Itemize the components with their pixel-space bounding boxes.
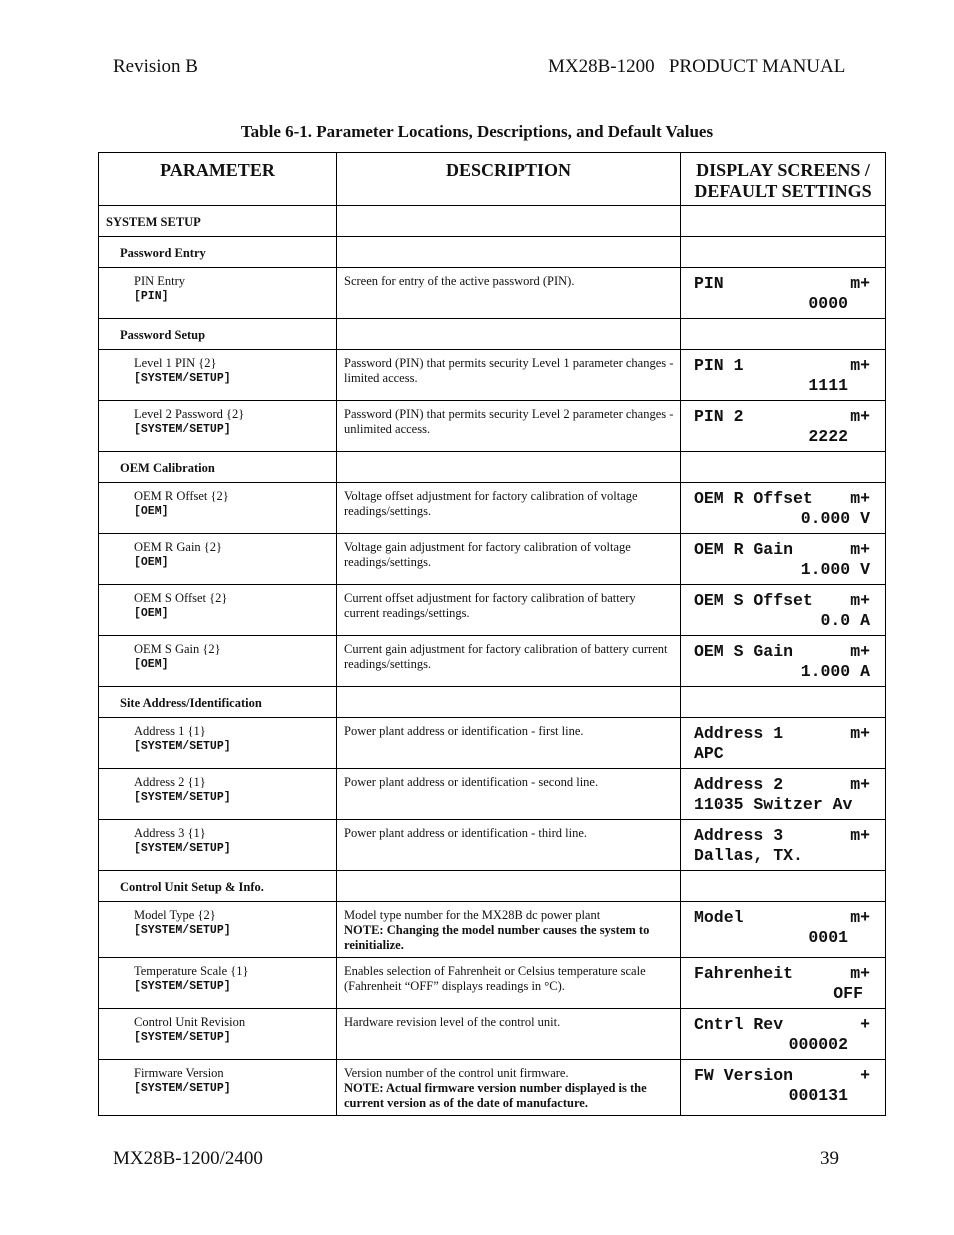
display-screen-cell xyxy=(681,585,886,636)
subsection-row xyxy=(99,452,886,483)
display-title: OEM R Gain xyxy=(694,540,794,559)
display-screen-cell xyxy=(681,483,886,534)
display-screen xyxy=(681,534,885,580)
display-title: OEM R Offset xyxy=(694,489,813,508)
table-body xyxy=(99,206,886,1116)
display-mode-indicator: m+ xyxy=(850,540,870,559)
display-line-1 xyxy=(694,826,870,846)
display-line-1 xyxy=(694,591,870,611)
description-text-block xyxy=(337,958,680,994)
subsection-title: OEM Calibration xyxy=(120,461,215,475)
display-screen xyxy=(681,820,885,866)
description-text: Hardware revision level of the control unit. xyxy=(344,1015,561,1029)
display-title: PIN xyxy=(694,274,724,293)
subsection-row xyxy=(99,237,886,268)
display-default-value: 000002 xyxy=(788,1035,848,1054)
description-text-block xyxy=(337,1060,680,1111)
footer-model: MX28B-1200/2400 xyxy=(113,1148,263,1169)
empty-description-cell xyxy=(337,319,681,350)
parameter-name xyxy=(99,718,336,754)
description-text: Power plant address or identification - second line. xyxy=(344,775,599,789)
header-manual-title: MX28B-1200 PRODUCT MANUAL xyxy=(548,56,846,77)
display-title: OEM S Gain xyxy=(694,642,794,661)
display-line-1 xyxy=(694,908,870,928)
description-cell xyxy=(337,718,681,769)
description-cell xyxy=(337,268,681,319)
description-text: Enables selection of Fahrenheit or Celsius temperature scale (Fahrenheit “OFF” displays readings in °C). xyxy=(344,964,646,993)
parameter-label: OEM R Offset {2} xyxy=(134,489,229,503)
subsection-row xyxy=(99,687,886,718)
description-text-block xyxy=(337,769,680,790)
display-line-1 xyxy=(694,407,870,427)
display-line-1 xyxy=(694,274,870,294)
parameter-label: Firmware Version xyxy=(134,1066,224,1080)
empty-description-cell xyxy=(337,452,681,483)
column-header-description: DESCRIPTION xyxy=(337,153,681,206)
description-text-block xyxy=(337,350,680,386)
parameter-table xyxy=(98,152,886,1116)
display-default-value: Dallas, TX. xyxy=(694,846,803,865)
display-title: Address 1 xyxy=(694,724,784,743)
empty-display-cell xyxy=(681,237,886,268)
display-line-1 xyxy=(694,642,870,662)
table-row xyxy=(99,534,886,585)
display-screen-cell xyxy=(681,769,886,820)
subsection-title: Control Unit Setup & Info. xyxy=(120,880,264,894)
subsection-title: Site Address/Identification xyxy=(120,696,262,710)
display-line-1 xyxy=(694,489,870,509)
display-title: PIN 1 xyxy=(694,356,744,375)
display-default-value: 2222 xyxy=(808,427,848,446)
parameter-menu-location: [SYSTEM/SETUP] xyxy=(134,1031,231,1044)
parameter-menu-location: [PIN] xyxy=(134,290,169,303)
parameter-menu-location: [SYSTEM/SETUP] xyxy=(134,740,231,753)
parameter-cell xyxy=(99,769,337,820)
parameter-label: OEM S Gain {2} xyxy=(134,642,221,656)
subsection-title: Password Setup xyxy=(120,328,206,342)
description-text-block xyxy=(337,820,680,841)
parameter-cell xyxy=(99,534,337,585)
subsection-cell xyxy=(99,452,337,483)
table-row xyxy=(99,820,886,871)
subsection-row xyxy=(99,319,886,350)
description-text-block xyxy=(337,585,680,621)
parameter-cell xyxy=(99,483,337,534)
parameter-menu-location: [SYSTEM/SETUP] xyxy=(134,423,231,436)
display-screen-cell xyxy=(681,820,886,871)
empty-display-cell xyxy=(681,206,886,237)
page-number: 39 xyxy=(820,1148,839,1169)
display-mode-indicator: m+ xyxy=(850,591,870,610)
parameter-cell xyxy=(99,718,337,769)
description-text-block xyxy=(337,401,680,437)
display-default-value: 0.000 V xyxy=(800,509,870,528)
parameter-menu-location: [OEM] xyxy=(134,607,169,620)
display-default-value: 1111 xyxy=(808,376,848,395)
display-screen xyxy=(681,350,885,396)
parameter-name xyxy=(99,902,336,938)
table-row xyxy=(99,902,886,958)
display-default-value: OFF xyxy=(833,984,863,1003)
description-text-block xyxy=(337,483,680,519)
display-default-value: 11035 Switzer Av xyxy=(694,795,853,814)
description-cell xyxy=(337,534,681,585)
parameter-cell xyxy=(99,636,337,687)
table-row xyxy=(99,718,886,769)
column-header-display: DISPLAY SCREENS / DEFAULT SETTINGS xyxy=(681,153,886,206)
parameter-menu-location: [SYSTEM/SETUP] xyxy=(134,372,231,385)
display-screen xyxy=(681,769,885,815)
description-cell xyxy=(337,769,681,820)
parameter-name xyxy=(99,769,336,805)
display-title: Address 2 xyxy=(694,775,784,794)
display-title: PIN 2 xyxy=(694,407,744,426)
display-line-1 xyxy=(694,1015,870,1035)
display-default-value: 000131 xyxy=(788,1086,848,1105)
parameter-name xyxy=(99,820,336,856)
parameter-menu-location: [SYSTEM/SETUP] xyxy=(134,791,231,804)
subsection-cell xyxy=(99,687,337,718)
empty-display-cell xyxy=(681,871,886,902)
description-text: Screen for entry of the active password (PIN). xyxy=(344,274,575,288)
display-screen-cell xyxy=(681,718,886,769)
section-row xyxy=(99,206,886,237)
parameter-name xyxy=(99,534,336,570)
display-line-1 xyxy=(694,356,870,376)
display-title: Fahrenheit xyxy=(694,964,794,983)
parameter-label: Control Unit Revision xyxy=(134,1015,246,1029)
display-default-value: 0000 xyxy=(808,294,848,313)
header-revision: Revision B xyxy=(113,56,198,77)
display-mode-indicator: + xyxy=(860,1015,870,1034)
empty-description-cell xyxy=(337,206,681,237)
display-mode-indicator: m+ xyxy=(850,775,870,794)
parameter-name xyxy=(99,585,336,621)
display-screen xyxy=(681,585,885,631)
display-title: OEM S Offset xyxy=(694,591,813,610)
parameter-menu-location: [SYSTEM/SETUP] xyxy=(134,924,231,937)
description-cell xyxy=(337,902,681,958)
description-cell xyxy=(337,1060,681,1116)
table-row xyxy=(99,1060,886,1116)
description-text: Model type number for the MX28B dc power plant xyxy=(344,908,601,922)
table-row xyxy=(99,636,886,687)
parameter-label: Address 3 {1} xyxy=(134,826,206,840)
parameter-label: OEM R Gain {2} xyxy=(134,540,223,554)
display-screen-cell xyxy=(681,958,886,1009)
parameter-name xyxy=(99,268,336,304)
display-screen xyxy=(681,636,885,682)
parameter-name xyxy=(99,958,336,994)
display-screen-cell xyxy=(681,636,886,687)
section-cell xyxy=(99,206,337,237)
display-default-value: 0001 xyxy=(808,928,848,947)
table-row xyxy=(99,769,886,820)
table-row xyxy=(99,1009,886,1060)
display-mode-indicator: m+ xyxy=(850,642,870,661)
table-row xyxy=(99,483,886,534)
column-header-parameter: PARAMETER xyxy=(99,153,337,206)
empty-description-cell xyxy=(337,871,681,902)
table-caption: Table 6-1. Parameter Locations, Descriptions, and Default Values xyxy=(240,122,714,141)
display-line-1 xyxy=(694,724,870,744)
parameter-cell xyxy=(99,268,337,319)
parameter-label: Address 2 {1} xyxy=(134,775,206,789)
table-row xyxy=(99,958,886,1009)
parameter-menu-location: [OEM] xyxy=(134,505,169,518)
description-text: Power plant address or identification - first line. xyxy=(344,724,584,738)
display-screen xyxy=(681,958,885,1004)
display-screen-cell xyxy=(681,350,886,401)
subsection-title: Password Entry xyxy=(120,246,206,260)
parameter-cell xyxy=(99,585,337,636)
description-text: Power plant address or identification - third line. xyxy=(344,826,587,840)
parameter-name xyxy=(99,350,336,386)
display-title: Address 3 xyxy=(694,826,784,845)
section-title: SYSTEM SETUP xyxy=(106,215,201,229)
display-screen-cell xyxy=(681,401,886,452)
display-screen-cell xyxy=(681,534,886,585)
parameter-menu-location: [SYSTEM/SETUP] xyxy=(134,980,231,993)
parameter-menu-location: [OEM] xyxy=(134,658,169,671)
parameter-cell xyxy=(99,820,337,871)
display-screen xyxy=(681,1009,885,1055)
display-screen xyxy=(681,268,885,314)
description-text: Current offset adjustment for factory calibration of battery current readings/settings. xyxy=(344,591,636,620)
description-cell xyxy=(337,1009,681,1060)
parameter-label: Model Type {2} xyxy=(134,908,216,922)
description-text: Password (PIN) that permits security Level 1 parameter changes - limited access. xyxy=(344,356,674,385)
parameter-menu-location: [SYSTEM/SETUP] xyxy=(134,1082,231,1095)
description-text-block xyxy=(337,268,680,289)
parameter-name xyxy=(99,401,336,437)
display-line-1 xyxy=(694,964,870,984)
display-mode-indicator: m+ xyxy=(850,826,870,845)
display-default-value: 1.000 A xyxy=(800,662,870,681)
display-line-1 xyxy=(694,1066,870,1086)
display-mode-indicator: m+ xyxy=(850,489,870,508)
parameter-cell xyxy=(99,401,337,452)
display-mode-indicator: m+ xyxy=(850,908,870,927)
display-line-1 xyxy=(694,775,870,795)
display-screen xyxy=(681,902,885,948)
parameter-name xyxy=(99,1009,336,1045)
description-text: Voltage gain adjustment for factory calibration of voltage readings/settings. xyxy=(344,540,631,569)
description-text: Voltage offset adjustment for factory calibration of voltage readings/settings. xyxy=(344,489,638,518)
display-screen-cell xyxy=(681,902,886,958)
description-cell xyxy=(337,820,681,871)
empty-display-cell xyxy=(681,687,886,718)
display-title: Model xyxy=(694,908,744,927)
description-note: NOTE: Changing the model number causes the system to reinitialize. xyxy=(344,923,650,952)
display-title: FW Version xyxy=(694,1066,794,1085)
parameter-name xyxy=(99,1060,336,1096)
display-default-value: 1.000 V xyxy=(800,560,870,579)
parameter-cell xyxy=(99,350,337,401)
display-default-value: APC xyxy=(694,744,724,763)
parameter-cell xyxy=(99,902,337,958)
parameter-menu-location: [SYSTEM/SETUP] xyxy=(134,842,231,855)
display-screen-cell xyxy=(681,1060,886,1116)
description-text-block xyxy=(337,718,680,739)
display-default-value: 0.0 A xyxy=(820,611,870,630)
display-title: Cntrl Rev xyxy=(694,1015,784,1034)
empty-description-cell xyxy=(337,237,681,268)
table-row xyxy=(99,401,886,452)
description-cell xyxy=(337,585,681,636)
display-screen xyxy=(681,1060,885,1106)
description-text-block xyxy=(337,902,680,953)
description-cell xyxy=(337,483,681,534)
description-cell xyxy=(337,401,681,452)
table-row xyxy=(99,350,886,401)
description-cell xyxy=(337,350,681,401)
parameter-cell xyxy=(99,1009,337,1060)
display-mode-indicator: m+ xyxy=(850,356,870,375)
empty-display-cell xyxy=(681,319,886,350)
table-row xyxy=(99,585,886,636)
description-text: Password (PIN) that permits security Level 2 parameter changes - unlimited access. xyxy=(344,407,674,436)
description-cell xyxy=(337,636,681,687)
description-note: NOTE: Actual firmware version number displayed is the current version as of the date of manufacture. xyxy=(344,1081,647,1110)
description-text-block xyxy=(337,636,680,672)
parameter-label: Level 1 PIN {2} xyxy=(134,356,217,370)
display-mode-indicator: + xyxy=(860,1066,870,1085)
display-screen-cell xyxy=(681,268,886,319)
parameter-name xyxy=(99,483,336,519)
subsection-cell xyxy=(99,319,337,350)
empty-description-cell xyxy=(337,687,681,718)
display-screen xyxy=(681,718,885,764)
empty-display-cell xyxy=(681,452,886,483)
table-row xyxy=(99,268,886,319)
parameter-label: Address 1 {1} xyxy=(134,724,206,738)
description-text-block xyxy=(337,534,680,570)
table-header-row xyxy=(99,153,886,206)
description-text: Current gain adjustment for factory calibration of battery current readings/settings. xyxy=(344,642,668,671)
description-text: Version number of the control unit firmware. xyxy=(344,1066,569,1080)
display-mode-indicator: m+ xyxy=(850,407,870,426)
subsection-row xyxy=(99,871,886,902)
description-text-block xyxy=(337,1009,680,1030)
parameter-label: OEM S Offset {2} xyxy=(134,591,228,605)
display-line-1 xyxy=(694,540,870,560)
parameter-cell xyxy=(99,958,337,1009)
parameter-menu-location: [OEM] xyxy=(134,556,169,569)
subsection-cell xyxy=(99,871,337,902)
display-screen xyxy=(681,401,885,447)
parameter-name xyxy=(99,636,336,672)
subsection-cell xyxy=(99,237,337,268)
parameter-label: PIN Entry xyxy=(134,274,186,288)
display-mode-indicator: m+ xyxy=(850,964,870,983)
display-screen-cell xyxy=(681,1009,886,1060)
display-mode-indicator: m+ xyxy=(850,274,870,293)
description-cell xyxy=(337,958,681,1009)
parameter-label: Level 2 Password {2} xyxy=(134,407,245,421)
parameter-label: Temperature Scale {1} xyxy=(134,964,249,978)
display-screen xyxy=(681,483,885,529)
display-mode-indicator: m+ xyxy=(850,724,870,743)
parameter-cell xyxy=(99,1060,337,1116)
